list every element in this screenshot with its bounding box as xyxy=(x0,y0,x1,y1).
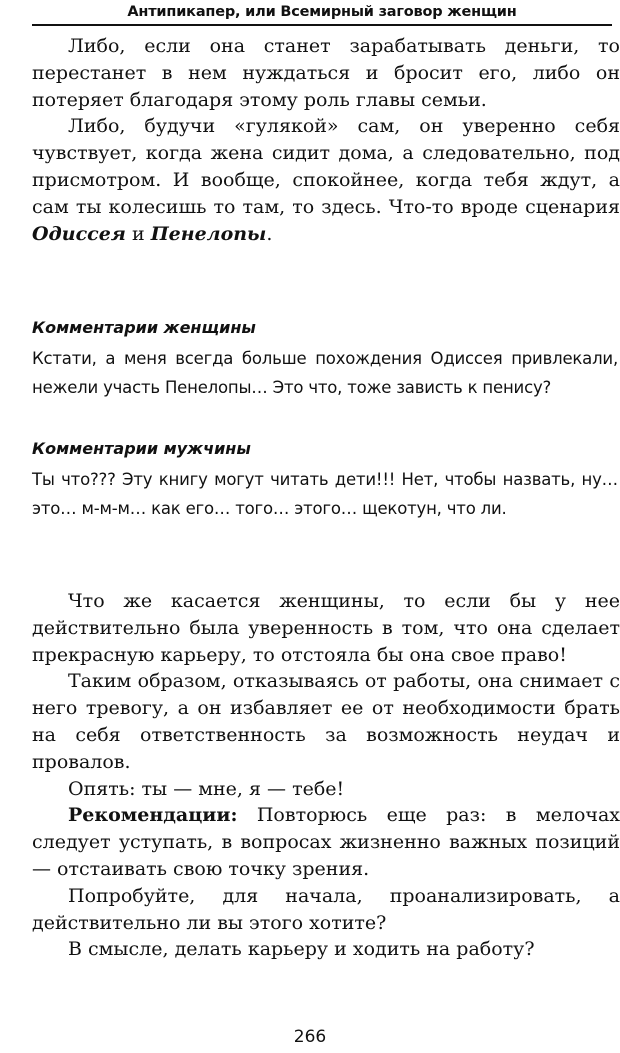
paragraph: В смысле, делать карьеру и ходить на работу? xyxy=(68,938,535,961)
body-section-2 xyxy=(32,588,620,963)
text-span: и xyxy=(125,222,151,245)
emphasis-odyssey: Одиссея xyxy=(32,222,126,245)
text-span: Либо, будучи «гулякой» сам, он уверенно себя чувствует, когда жена сидит дома, а следовательно, под присмотром. И вообще, спокойнее, когда тебя ждут, а сам ты колесишь то там, то здесь. Что-то вроде сценария xyxy=(32,115,620,218)
paragraph: Таким образом, отказываясь от работы, она снимает с него тревогу, а он избавляет ее от необходимости брать на себя ответственность за возможность неудач и провалов. xyxy=(32,670,620,773)
body-section-1 xyxy=(32,33,620,247)
recommendations-label: Рекомендации: xyxy=(68,804,238,827)
paragraph: Опять: ты — мне, я — тебе! xyxy=(68,777,345,800)
page-number: 266 xyxy=(293,1027,327,1047)
emphasis-penelope: Пенелопы xyxy=(150,222,267,245)
paragraph: Кстати, а меня всегда больше похождения Одиссея привлекали, нежели участь Пенелопы… Это что, тоже зависть к пенису? xyxy=(32,349,618,397)
paragraph-recommendations xyxy=(32,802,620,882)
paragraph-odyssey xyxy=(32,113,620,247)
paragraph: Что же касается женщины, то если бы у нее действительно была уверенность в том, что она сделает прекрасную карьеру, то отстояла бы она свое право! xyxy=(32,590,620,666)
text-span: Повторюсь еще раз: в мелочах следует уступать, в вопросах жизненно важных позиций — отстаивать свою точку зрения. xyxy=(32,804,620,880)
running-header: Антипикапер, или Всемирный заговор женщин xyxy=(32,0,612,26)
text-span: . xyxy=(266,222,273,245)
comment-man-title: Комментарии мужчины xyxy=(32,439,251,458)
paragraph: Ты что??? Эту книгу могут читать дети!!! Нет, чтобы назвать, ну… это… м-м-м… как его… того… этого… щекотун, что ли. xyxy=(32,470,618,518)
comment-man-text xyxy=(32,466,618,523)
paragraph: Попробуйте, для начала, проанализировать, а действительно ли вы этого хотите? xyxy=(32,884,620,934)
paragraph: Либо, если она станет зарабатывать деньги, то перестанет в нем нуждаться и бросит его, либо он потеряет благодаря этому роль главы семьи. xyxy=(32,35,620,111)
comment-woman-text xyxy=(32,345,618,402)
comment-woman-title: Комментарии женщины xyxy=(32,318,256,337)
